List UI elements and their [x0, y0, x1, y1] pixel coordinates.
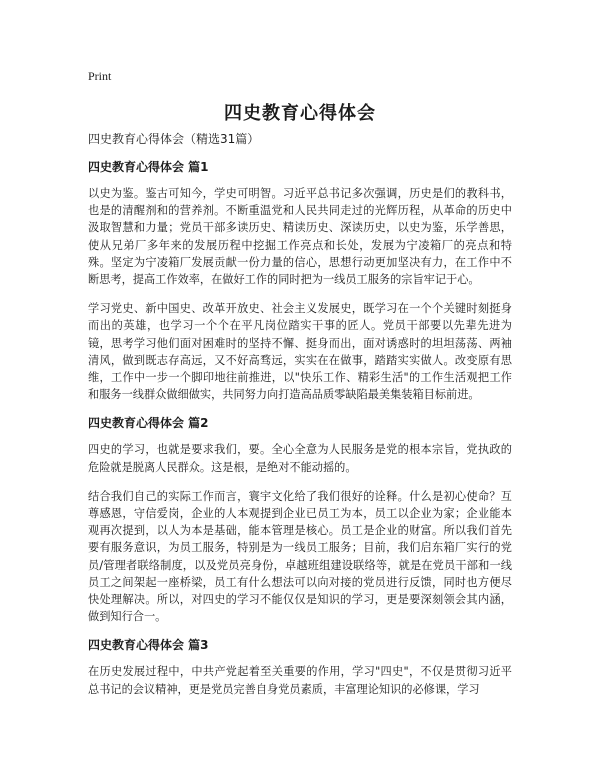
- paragraph: 四史的学习，也就是要求我们，要。全心全意为人民服务是党的根本宗旨，党执政的危险就是脱离人民群众。这是根，是绝对不能动摇的。: [88, 443, 512, 474]
- section-1: [88, 159, 512, 403]
- section-2: [88, 415, 512, 625]
- section-heading: 四史教育心得体会 篇2: [88, 416, 209, 431]
- section-heading: 四史教育心得体会 篇1: [88, 160, 209, 174]
- print-link[interactable]: Print: [88, 69, 112, 83]
- document-body: [88, 131, 512, 710]
- paragraph: 学习党史、新中国史、改革开放史、社会主义发展史，既学习在一个个关键时刻挺身而出的英雄，也学习一个个在平凡岗位踏实干事的匠人。党员干部要以先辈先进为镜，思考学习他们面对困难时的坚持不懈、挺身而出，面对诱惑时的坦坦荡荡、两袖清风，做到既志存高远，又不好高骛远，实实在在做事，踏踏实实做人。改变原有思维，工作中一步一个脚印地往前推进，以"快乐工作、精彩生活"的工作生活观把工作和服务一线群众做细做实，共同努力向打造高品质零缺陷最美集装箱目标前进。: [88, 302, 512, 402]
- paragraph: 结合我们自己的实际工作而言，寰宇文化给了我们很好的诠释。什么是初心使命？互尊感恩，守信爱岗，企业的人本观提到企业已员工为本，员工以企业为家；企业能本观再次提到，以人为本是基础，能本管理是核心。员工是企业的财富。所以我们首先要有服务意识，为员工服务，特别是为一线员工服务；目前，我们启东箱厂实行的党员/管理者联络制度，以及党员亮身份，卓越班组建设联络等，就是在党员干部和一线员工之间架起一座桥梁，员工有什么想法可以向对接的党员进行反馈，同时也方便尽快处理解决。所以，对四史的学习不能仅仅是知识的学习，更是要深刻领会其内涵，做到知行合一。: [88, 489, 512, 624]
- paragraph: 在历史发展过程中，中共产党起着至关重要的作用，学习"四史"，不仅是贯彻习近平总书记的会议精神，更是党员完善自身党员素质，丰富理论知识的必修课，学习: [88, 665, 512, 696]
- section-heading: 四史教育心得体会 篇3: [88, 638, 209, 653]
- paragraph: 以史为鉴。鉴古可知今，学史可明智。习近平总书记多次强调，历史是们的教科书，也是的清醒剂和的营养剂。不断重温党和人民共同走过的光辉历程，从革命的历史中汲取智慧和力量；党员干部多读历史、精读历史、深读历史，以史为鉴，乐学善思，使从兄弟厂多年来的发展历程中挖掘工作亮点和长处，发展为宁凌箱厂的亮点和特殊。坚定为宁凌箱厂发展贡献一份力量的信心，思想行动更加坚决有力，在工作中不断思考，提高工作效率，在做好工作的同时把为一线员工服务的宗旨牢记于心。: [88, 187, 512, 287]
- document-subtitle: 四史教育心得体会（精选31篇）: [88, 132, 260, 146]
- section-3: [88, 637, 512, 697]
- page-title: 四史教育心得体会: [224, 103, 376, 124]
